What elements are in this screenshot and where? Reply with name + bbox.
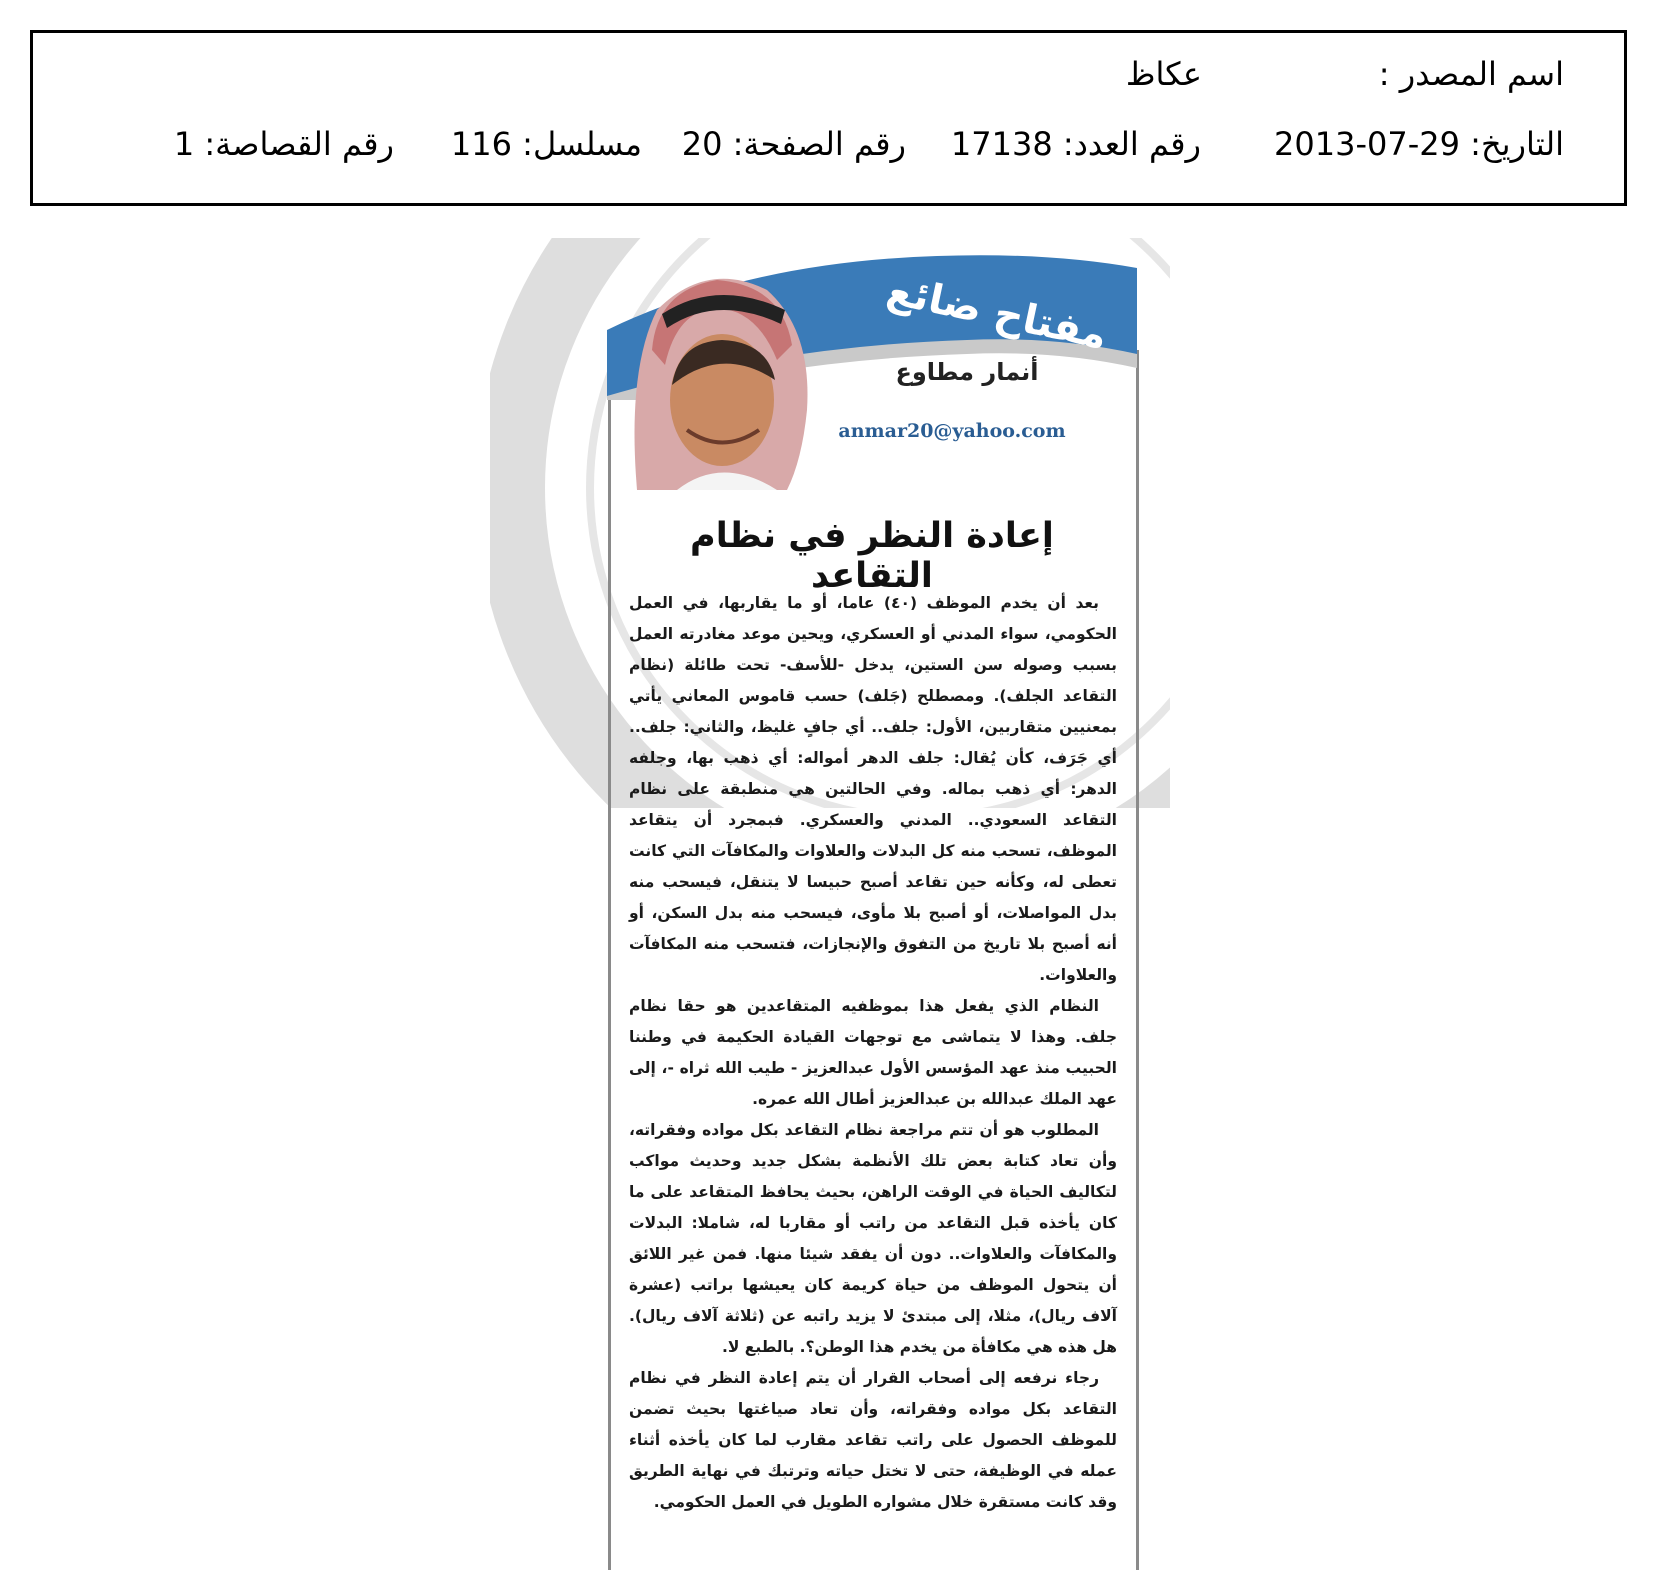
article-paragraph: المطلوب هو أن تتم مراجعة نظام التقاعد بكل مواده وفقراته، وأن تعاد كتابة بعض تلك الأنظمة بشكل جديد وحديث مواكب لتكاليف الحياة في الوقت الراهن، بحيث يحافظ المتقاعد على ما كان يأخذه قبل التقاعد من راتب أو مقاربا له، شاملا: البدلات والمكافآت والعلاوات.. دون أن يفقد شيئا منها. فمن غير اللائق أن يتحول الموظف من حياة كريمة كان يعيشها براتب (عشرة آلاف ريال)، مثلا، إلى مبتدئ لا يزيد راتبه عن (ثلاثة آلاف ريال). هل هذه هي مكافأة من يخدم هذا الوطن؟. بالطبع لا. — [629, 1121, 1117, 1356]
date-field: التاريخ: 29-07-2013 — [1274, 125, 1564, 163]
article-paragraph: النظام الذي يفعل هذا بموظفيه المتقاعدين هو حقا نظام جلف. وهذا لا يتماشى مع توجهات القيادة الحكيمة في وطننا الحبيب منذ عهد المؤسس الأول عبدالعزيز - طيب الله ثراه -، إلى عهد الملك عبدالله بن عبدالعزيز أطال الله عمره. — [629, 997, 1117, 1108]
issue-number-field: رقم العدد: 17138 — [950, 125, 1201, 163]
author-name: أنمار مطاوع — [895, 358, 1039, 386]
article-headline: إعادة النظر في نظام التقاعد — [690, 516, 1054, 596]
source-info-box — [30, 30, 1627, 206]
article-paragraph: بعد أن يخدم الموظف (٤٠) عاما، أو ما يقاربها، في العمل الحكومي، سواء المدني أو العسكري، ويحين موعد مغادرته العمل بسبب وصوله سن الستين، يدخل -للأسف- تحت طائلة (نظام التقاعد الجلف). ومصطلح (جَلف) حسب قاموس المعاني يأتي بمعنيين متقاربين، الأول: جلف.. أي جافٍ غليظ، والثاني: جلف.. أي جَرَف، كأن يُقال: جلف الدهر أمواله: أي ذهب بها، وجلفه الدهر: أي ذهب بماله. وفي الحالتين هي منطبقة على نظام التقاعد السعودي.. المدني والعسكري. فبمجرد أن يتقاعد الموظف، تسحب منه كل البدلات والعلاوات والمكافآت التي كانت تعطى له، وكأنه حين تقاعد أصبح حبيسا لا يتنقل، فيسحب منه بدل المواصلات، أو أصبح بلا مأوى، فيسحب منه بدل السكن، أو أنه أصبح بلا تاريخ من التفوق والإنجازات، فتسحب منه المكافآت والعلاوات. — [629, 594, 1117, 984]
clip-number-field: رقم القصاصة: 1 — [173, 125, 394, 163]
column-name: مفتاح ضائع — [882, 267, 1112, 359]
source-name: عكاظ — [1125, 55, 1202, 93]
article-paragraph: رجاء نرفعه إلى أصحاب القرار أن يتم إعادة النظر في نظام التقاعد بكل مواده وفقراته، وأن تعاد صياغتها بحيث تضمن للموظف الحصول على راتب تقاعد مقارب لما كان يأخذه أثناء عمله في الوظيفة، حتى لا تختل حياته وترتبك في نهاية الطريق وقد كانت مستقرة خلال مشواره الطويل في العمل الحكومي. — [629, 1369, 1117, 1511]
author-email[interactable]: anmar20@yahoo.com — [838, 420, 1066, 442]
article-body — [629, 588, 1117, 1518]
source-row — [93, 55, 1564, 105]
metadata-row — [93, 125, 1564, 175]
page-number-field: رقم الصفحة: 20 — [681, 125, 906, 163]
source-label: اسم المصدر : — [1378, 55, 1564, 93]
author-photo — [617, 250, 817, 490]
serial-field: مسلسل: 116 — [450, 125, 642, 163]
newspaper-clipping — [607, 250, 1137, 1570]
